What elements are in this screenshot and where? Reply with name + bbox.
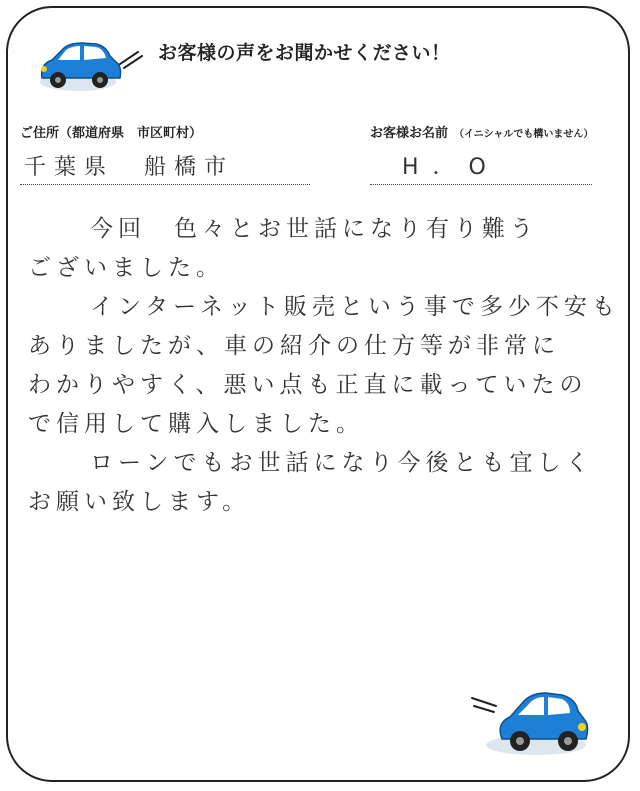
message-line: ありましたが、車の紹介の仕方等が非常に — [28, 333, 560, 359]
name-label — [370, 122, 593, 141]
car-icon — [466, 683, 592, 759]
handwritten-message — [28, 210, 620, 522]
message-line: インターネット販売という事で多少不安も — [62, 294, 620, 320]
address-underline — [20, 184, 310, 185]
message-line: ございました。 — [28, 255, 224, 281]
name-label-text: お客様お名前 — [370, 126, 449, 141]
message-line: で信用して購入しました。 — [28, 411, 364, 437]
motion-lines-icon — [116, 46, 144, 70]
address-value: 千葉県 船橋市 — [24, 155, 235, 180]
message-line: ローンでもお世話になり今後とも宜しく — [62, 450, 594, 476]
message-line: お願い致します。 — [28, 489, 251, 515]
message-line: わかりやすく、悪い点も正直に載っていたの — [28, 372, 588, 398]
message-line: 今回 色々とお世話になり有り難う — [62, 216, 538, 242]
name-note: （イニシャルでも構いません） — [454, 129, 594, 140]
name-underline — [370, 184, 592, 185]
car-icon — [36, 38, 126, 96]
page-title: お客様の声をお聞かせください！ — [158, 42, 451, 64]
address-label: ご住所（都道府県 市区町村） — [20, 126, 203, 141]
name-value: H．O — [402, 155, 500, 180]
